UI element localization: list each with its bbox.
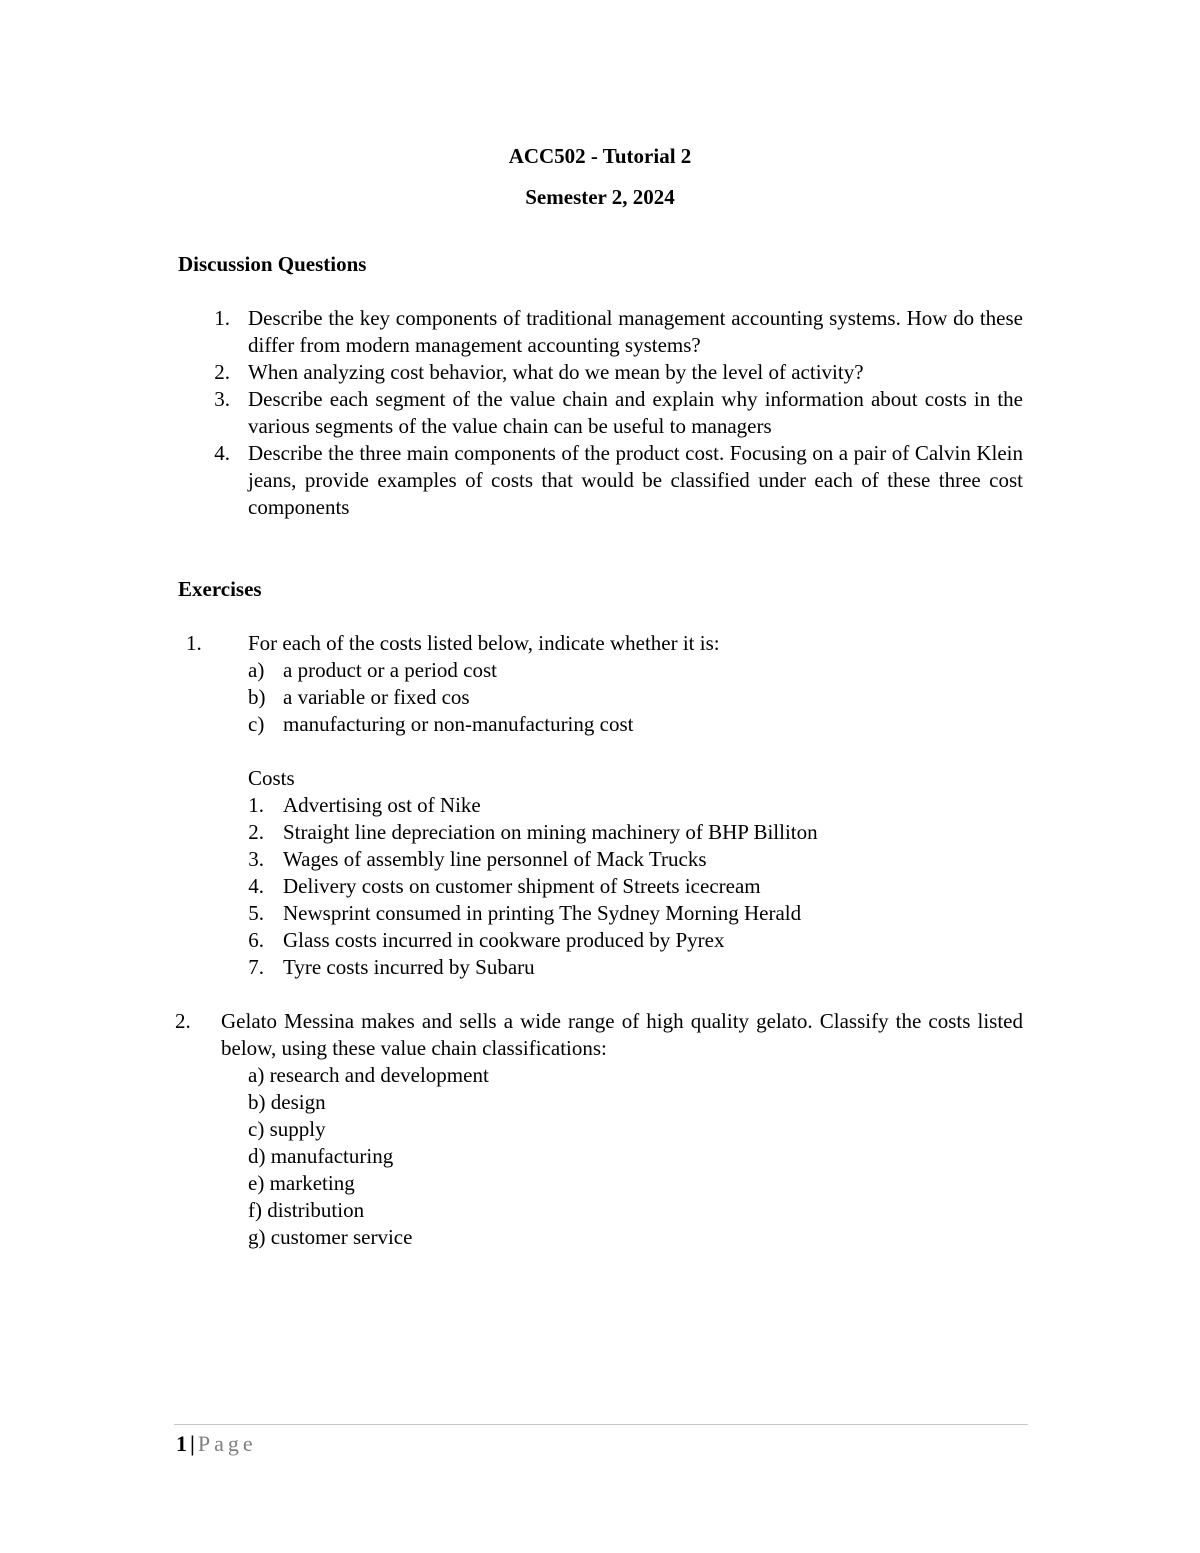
page-label: Page [197,1431,257,1456]
discussion-heading: Discussion Questions [178,252,367,276]
list-number: 1. [214,306,230,330]
footer-separator: | [190,1431,195,1456]
option-text: manufacturing or non-manufacturing cost [283,712,634,736]
list-text: Describe each segment of the value chain and explain why information about costs in the various segments of the value chain can be useful to managers [248,387,1023,438]
page-footer [176,1430,257,1457]
cost-number: 7. [248,955,264,979]
classification-item: c) supply [248,1117,326,1141]
cost-item: Newsprint consumed in printing The Sydney Morning Herald [283,901,802,925]
option-label: b) [248,685,266,709]
cost-number: 4. [248,874,264,898]
list-number: 3. [214,387,230,411]
list-text: Describe the key components of traditional management accounting systems. How do these differ from modern management accounting systems? [248,306,1023,357]
exercise-intro: For each of the costs listed below, indicate whether it is: [248,631,720,655]
option-text: a variable or fixed cos [283,685,470,709]
exercise-number: 1. [186,631,202,655]
cost-item: Advertising ost of Nike [283,793,481,817]
classification-item: d) manufacturing [248,1144,394,1168]
option-text: a product or a period cost [283,658,498,682]
list-number: 4. [214,441,230,465]
option-label: a) [248,658,265,682]
option-label: c) [248,712,265,736]
list-number: 2. [214,360,230,384]
cost-number: 2. [248,820,264,844]
cost-item: Delivery costs on customer shipment of Streets icecream [283,874,761,898]
cost-number: 1. [248,793,264,817]
cost-number: 5. [248,901,264,925]
cost-number: 6. [248,928,264,952]
list-text: Describe the three main components of the product cost. Focusing on a pair of Calvin Klein jeans, provide examples of costs that would be classified under each of these three cost components [248,441,1023,519]
footer-divider [174,1424,1028,1425]
document-title: ACC502 - Tutorial 2 [508,144,692,168]
classification-item: a) research and development [248,1063,489,1087]
cost-item: Glass costs incurred in cookware produced by Pyrex [283,928,725,952]
exercise-number: 2. [175,1009,191,1033]
classification-item: e) marketing [248,1171,355,1195]
exercise-intro: Gelato Messina makes and sells a wide range of high quality gelato. Classify the costs listed below, using these value chain classifications: [221,1009,1023,1060]
list-text: When analyzing cost behavior, what do we mean by the level of activity? [248,360,864,384]
page-number: 1 [176,1431,187,1456]
classification-item: b) design [248,1090,326,1114]
costs-heading: Costs [248,766,295,790]
cost-item: Wages of assembly line personnel of Mack Trucks [283,847,707,871]
cost-item: Straight line depreciation on mining machinery of BHP Billiton [283,820,818,844]
classification-item: f) distribution [248,1198,365,1222]
classification-item: g) customer service [248,1225,413,1249]
exercises-heading: Exercises [178,577,262,601]
cost-item: Tyre costs incurred by Subaru [283,955,535,979]
semester-label: Semester 2, 2024 [525,185,675,209]
cost-number: 3. [248,847,264,871]
